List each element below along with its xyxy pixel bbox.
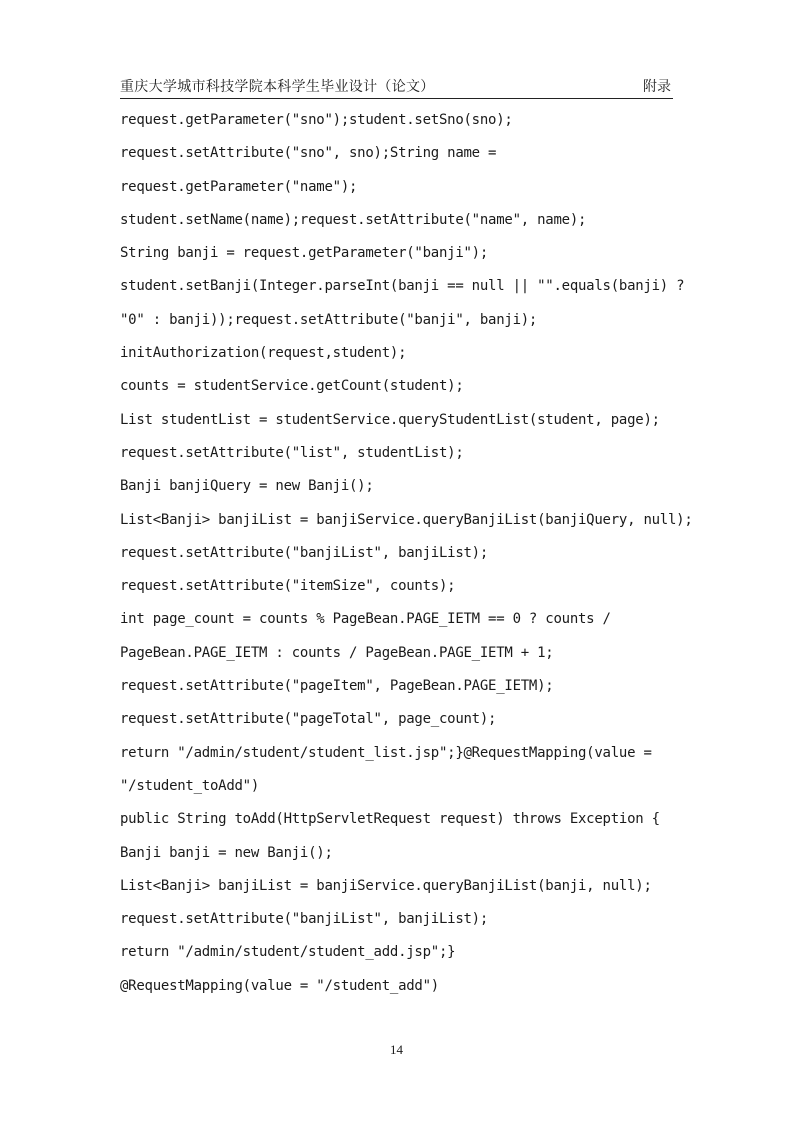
code-line: List<Banji> banjiList = banjiService.queryBanjiList(banjiQuery, null);	[120, 511, 693, 528]
code-listing	[120, 108, 693, 1007]
code-line: counts = studentService.getCount(student);	[120, 378, 464, 395]
header-title: 重庆大学城市科技学院本科学生毕业设计（论文）	[120, 79, 435, 95]
code-line: int page_count = counts % PageBean.PAGE_IETM == 0 ? counts /	[120, 611, 611, 628]
code-line: @RequestMapping(value = "/student_add")	[120, 977, 439, 994]
code-line: return "/admin/student/student_list.jsp";}@RequestMapping(value =	[120, 744, 652, 761]
code-line: List<Banji> banjiList = banjiService.queryBanjiList(banji, null);	[120, 877, 652, 894]
code-line: request.getParameter("sno");student.setSno(sno);	[120, 112, 513, 128]
code-line: List studentList = studentService.queryStudentList(student, page);	[120, 411, 660, 428]
code-line: return "/admin/student/student_add.jsp";}	[120, 944, 456, 961]
code-line: PageBean.PAGE_IETM : counts / PageBean.PAGE_IETM + 1;	[120, 644, 554, 661]
code-line: initAuthorization(request,student);	[120, 345, 407, 362]
code-line: request.setAttribute("banjiList", banjiList);	[120, 544, 489, 561]
code-line: student.setName(name);request.setAttribute("name", name);	[120, 211, 587, 228]
code-line: request.setAttribute("list", studentList);	[120, 444, 464, 461]
code-line: request.setAttribute("sno", sno);String name =	[120, 145, 497, 162]
code-line: "0" : banji));request.setAttribute("banji", banji);	[120, 311, 538, 328]
code-line: Banji banjiQuery = new Banji();	[120, 478, 374, 495]
code-line: "/student_toAdd")	[120, 777, 260, 794]
code-line: public String toAdd(HttpServletRequest request) throws Exception {	[120, 811, 660, 828]
page-number: 14	[390, 1042, 403, 1057]
code-line: student.setBanji(Integer.parseInt(banji == null || "".equals(banji) ?	[120, 278, 685, 295]
header-section: 附录	[643, 79, 671, 95]
code-line: request.setAttribute("itemSize", counts);	[120, 578, 456, 595]
code-line: request.setAttribute("pageTotal", page_count);	[120, 711, 497, 728]
code-line: request.setAttribute("pageItem", PageBean.PAGE_IETM);	[120, 678, 554, 695]
code-line: Banji banji = new Banji();	[120, 844, 333, 861]
code-line: request.setAttribute("banjiList", banjiList);	[120, 911, 489, 928]
code-line: request.getParameter("name");	[120, 178, 358, 195]
page-header	[120, 74, 673, 99]
code-line: String banji = request.getParameter("banji");	[120, 245, 489, 262]
